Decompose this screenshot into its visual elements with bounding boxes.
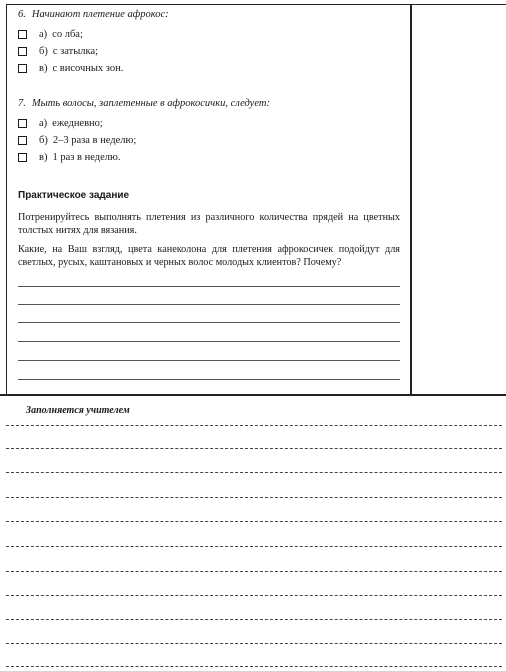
- question-6-text: Начинают плетение афрокос:: [31, 9, 169, 20]
- teacher-dashed-line[interactable]: [6, 571, 502, 572]
- option-letter: а): [39, 118, 48, 129]
- question-7-option-c[interactable]: [18, 149, 270, 166]
- teacher-dashed-line[interactable]: [6, 666, 502, 667]
- frame-left-border: [6, 4, 7, 394]
- answer-line[interactable]: [18, 286, 400, 287]
- teacher-dashed-line[interactable]: [6, 472, 502, 473]
- teacher-dashed-line[interactable]: [6, 595, 502, 596]
- question-6-option-c[interactable]: [18, 60, 169, 77]
- checkbox[interactable]: [18, 64, 27, 73]
- practical-task-question: Какие, на Ваш взгляд, цвета канеколона для плетения афрокосичек подойдут для светлых, русых, каштановых и черных волос молодых клиентов? Почему?: [18, 244, 400, 268]
- checkbox[interactable]: [18, 30, 27, 39]
- checkbox[interactable]: [18, 136, 27, 145]
- question-7-title: [18, 98, 270, 109]
- option-letter: б): [39, 135, 48, 146]
- question-7-number: 7.: [18, 98, 26, 109]
- answer-line[interactable]: [18, 322, 400, 323]
- answer-line[interactable]: [18, 341, 400, 342]
- option-text: с затылка;: [52, 46, 99, 57]
- teacher-dashed-line[interactable]: [6, 643, 502, 644]
- margin-column-divider: [410, 4, 412, 394]
- option-letter: а): [39, 29, 48, 40]
- question-7-option-a[interactable]: [18, 115, 270, 132]
- option-text: ежедневно;: [52, 118, 103, 129]
- option-text: со лба;: [52, 29, 83, 40]
- frame-bottom-border: [0, 394, 506, 396]
- practical-task: [18, 190, 400, 275]
- option-text: 1 раз в неделю.: [52, 152, 121, 163]
- question-6-option-b[interactable]: [18, 43, 169, 60]
- answer-line[interactable]: [18, 304, 400, 305]
- teacher-dashed-line[interactable]: [6, 619, 502, 620]
- question-6-option-a[interactable]: [18, 26, 169, 43]
- question-7-option-b[interactable]: [18, 132, 270, 149]
- question-7: [18, 98, 270, 166]
- question-6-title: [18, 9, 169, 20]
- answer-line[interactable]: [18, 360, 400, 361]
- teacher-dashed-line[interactable]: [6, 497, 502, 498]
- frame-top-border: [6, 4, 506, 5]
- option-letter: б): [39, 46, 48, 57]
- option-letter: в): [39, 63, 48, 74]
- question-6: [18, 9, 169, 77]
- teacher-dashed-line[interactable]: [6, 546, 502, 547]
- checkbox[interactable]: [18, 119, 27, 128]
- teacher-dashed-line[interactable]: [6, 521, 502, 522]
- question-6-number: 6.: [18, 9, 26, 20]
- practical-task-instruction: Потренируйтесь выполнять плетения из различного количества прядей на цветных толстых нитях для вязания.: [18, 212, 400, 236]
- question-7-text: Мыть волосы, заплетенные в афрокосички, следует:: [31, 98, 270, 109]
- option-text: с височных зон.: [52, 63, 124, 74]
- option-letter: в): [39, 152, 48, 163]
- option-text: 2–3 раза в неделю;: [52, 135, 137, 146]
- teacher-dashed-line[interactable]: [6, 448, 502, 449]
- practical-task-heading: Практическое задание: [18, 190, 130, 201]
- teacher-dashed-line[interactable]: [6, 425, 502, 426]
- answer-line[interactable]: [18, 379, 400, 380]
- teacher-section-label: Заполняется учителем: [26, 405, 130, 416]
- checkbox[interactable]: [18, 153, 27, 162]
- checkbox[interactable]: [18, 47, 27, 56]
